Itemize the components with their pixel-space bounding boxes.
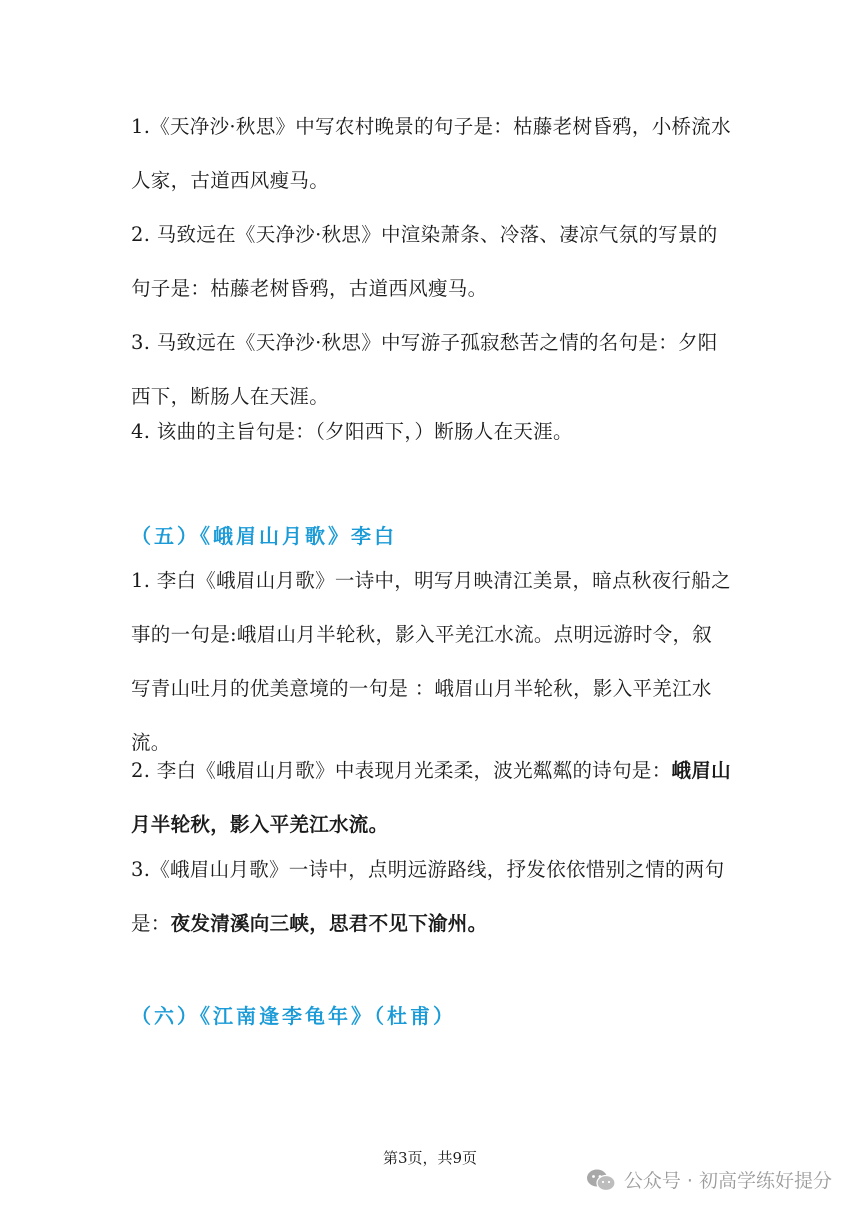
- paragraph-5-2-text: 2. 李白《峨眉山月歌》中表现月光柔柔，波光粼粼的诗句是：: [131, 759, 672, 782]
- page-number: 第3页，共9页: [382, 1149, 478, 1167]
- section-heading-6: （六）《江南逢李龟年》（杜甫）: [131, 1004, 456, 1028]
- section-heading-5: （五）《峨眉山月歌》李白: [131, 524, 397, 548]
- watermark-text: 公众号 · 初高学练好提分: [623, 1170, 832, 1192]
- paragraph-4-1: 1.《天净沙·秋思》中写农村晚景的句子是：枯藤老树昏鸦，小桥流水人家，古道西风瘦马。: [131, 115, 731, 192]
- watermark: [586, 1166, 832, 1193]
- paragraph-5-1: 1. 李白《峨眉山月歌》一诗中，明写月映清江美景，暗点秋夜行船之事的一句是:峨眉山月半轮秋，影入平羌江水流。点明远游时令，叙写青山吐月的优美意境的一句是 ：峨眉山月半轮秋，影入平羌江水流。: [131, 569, 731, 754]
- paragraph-4-4: 4. 该曲的主旨句是：（夕阳西下，）断肠人在天涯。: [131, 420, 573, 443]
- paragraph-4-2: 2. 马致远在《天净沙·秋思》中渲染萧条、冷落、凄凉气氛的写景的句子是：枯藤老树昏鸦，古道西风瘦马。: [131, 223, 718, 300]
- wechat-icon: [586, 1168, 616, 1192]
- paragraph-5-3-text: 3.《峨眉山月歌》一诗中，点明远游路线，抒发依依惜别之情的两句是：: [131, 858, 725, 935]
- paragraph-5-2-answer: 峨眉山月半轮秋，影入平羌江水流。: [131, 759, 731, 836]
- paragraph-5-3: [131, 843, 731, 951]
- paragraph-4-3: 3. 马致远在《天净沙·秋思》中写游子孤寂愁苦之情的名句是：夕阳西下，断肠人在天涯。: [131, 331, 718, 408]
- paragraph-5-3-answer: 夜发清溪向三峡，思君不见下渝州。: [170, 912, 488, 935]
- paragraph-5-2: [131, 744, 731, 852]
